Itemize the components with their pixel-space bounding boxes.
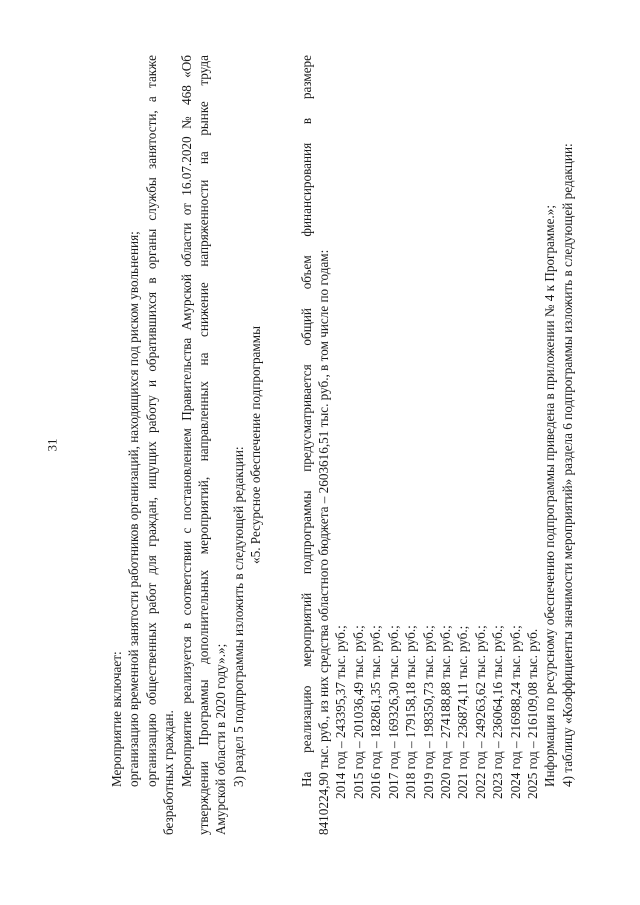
year-item: 2017 год – 169326,30 тыс. руб.;	[385, 625, 401, 799]
text-line: Амурской области в 2020 году».»;	[213, 643, 229, 835]
page-number: 31	[44, 438, 60, 452]
year-item: 2021 год – 236874,11 тыс. руб.;	[455, 625, 471, 799]
text-line: 4) таблицу «Коэффициенты значимости мероприятий» раздела 6 подпрограммы изложить в следующей редакции:	[559, 143, 575, 787]
year-item: 2024 год – 216988,24 тыс. руб.;	[507, 625, 523, 799]
year-list	[332, 55, 541, 835]
year-item: 2018 год – 179158,18 тыс. руб.;	[403, 625, 419, 799]
text-line: На реализацию мероприятий подпрограммы предусматривается общий объем финансирования в размере	[298, 55, 314, 787]
spacer	[265, 55, 298, 835]
year-item: 2022 год – 249263,62 тыс. руб.;	[472, 625, 488, 799]
text-line: Информация по ресурсному обеспечению подпрограммы приведена в приложении № 4 к Программе.»;	[542, 205, 558, 787]
year-item: 2014 год – 243395,37 тыс. руб.;	[333, 625, 349, 799]
year-item: 2015 год – 201036,49 тыс. руб.;	[350, 625, 366, 799]
text-line: Мероприятие реализуется в соответствии с постановлением Правительства Амурской области от 16.07.2020 № 468 «Об	[178, 55, 194, 787]
year-item: 2023 год – 236064,16 тыс. руб.;	[490, 625, 506, 799]
text-line: утверждении Программы дополнительных мероприятий, направленных на снижение напряженности на рынке труда	[196, 55, 212, 835]
text-line: организацию общественных работ для граждан, ищущих работу и обратившихся в органы службы занятости, а также	[143, 55, 159, 787]
year-item: 2019 год – 198350,73 тыс. руб.;	[420, 625, 436, 799]
text-line: 8410224,90 тыс. руб., из них средства областного бюджета – 2603616,51 тыс. руб., в том числе по годам:	[316, 249, 332, 835]
year-item: 2020 год – 274188,88 тыс. руб.;	[437, 625, 453, 799]
text-line: безработных граждан.	[161, 710, 177, 835]
text-line: 3) раздел 5 подпрограммы изложить в следующей редакции:	[230, 446, 246, 787]
rotated-text-block	[108, 55, 576, 835]
section-heading: «5. Ресурсное обеспечение подпрограммы	[248, 326, 264, 564]
year-item: 2025 год – 216109,08 тыс. руб.	[524, 628, 540, 799]
text-line: Мероприятие включает:	[109, 651, 124, 787]
year-item: 2016 год – 182861,35 тыс. руб.;	[368, 625, 384, 799]
text-line: организацию временной занятости работников организаций, находящихся под риском увольнения;	[126, 231, 142, 787]
